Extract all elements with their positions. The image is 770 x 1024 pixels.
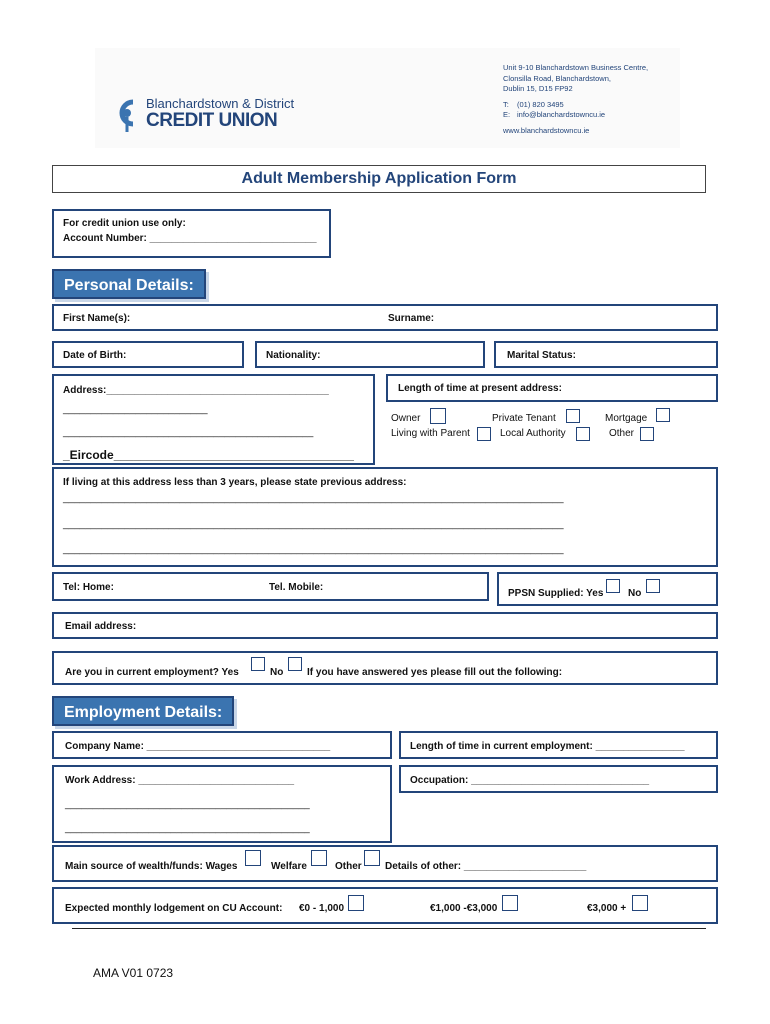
work-address-line-3: ____________________________________________: [65, 823, 310, 834]
employment-question: Are you in current employment? Yes: [65, 667, 239, 678]
other-wealth-checkbox[interactable]: [364, 850, 380, 866]
lodgement-option-2-label: €1,000 -€3,000: [430, 903, 498, 914]
employment-follow-text: If you have answered yes please fill out the following:: [307, 667, 563, 678]
wealth-other-label: Other: [335, 861, 362, 872]
owner-label: Owner: [391, 413, 421, 424]
work-address-box[interactable]: [52, 765, 392, 843]
surname-field[interactable]: Surname:: [388, 313, 435, 324]
length-at-address-box: [386, 374, 718, 402]
phone-row: [52, 572, 489, 601]
living-with-parent-label: Living with Parent: [391, 428, 470, 439]
lodgement-label: Expected monthly lodgement on CU Account:: [65, 903, 283, 914]
lodgement-option-2-checkbox[interactable]: [502, 895, 518, 911]
living-with-parent-checkbox[interactable]: [477, 427, 491, 441]
nationality-field[interactable]: [255, 341, 485, 368]
lodgement-option-1-label: €0 - 1,000: [299, 903, 345, 914]
page-title: Adult Membership Application Form: [241, 170, 517, 187]
personal-details-heading: Personal Details:: [52, 269, 206, 299]
dob-field[interactable]: [52, 341, 244, 368]
owner-checkbox[interactable]: [430, 408, 446, 424]
marital-status-field[interactable]: [494, 341, 718, 368]
office-use-label: For credit union use only:: [63, 218, 186, 229]
form-title-box: [52, 165, 706, 193]
ppsn-yes-checkbox[interactable]: [606, 579, 620, 593]
employment-length-field[interactable]: [399, 731, 718, 759]
previous-address-line-3: __________________________________________________________________________________________: [63, 544, 564, 555]
nationality-label: Nationality:: [266, 350, 321, 361]
email-value[interactable]: info@blanchardstowncu.ie: [517, 110, 606, 119]
email-field[interactable]: [52, 612, 718, 639]
company-name-field[interactable]: [52, 731, 392, 759]
logo-line2: CREDIT UNION: [146, 110, 278, 131]
address-line-3: _____________________________________________: [63, 427, 314, 438]
marital-status-label: Marital Status:: [507, 350, 576, 361]
first-names-field[interactable]: First Name(s):: [63, 313, 131, 324]
ppsn-yes-label: PPSN Supplied: Yes: [508, 588, 604, 599]
dob-label: Date of Birth:: [63, 350, 127, 361]
local-authority-label: Local Authority: [500, 428, 566, 439]
employment-no-label: No: [270, 667, 284, 678]
address-line3: Dublin 15, D15 FP92: [503, 84, 573, 93]
ppsn-no-checkbox[interactable]: [646, 579, 660, 593]
address-line2: Clonsilla Road, Blanchardstown,: [503, 73, 611, 83]
mortgage-checkbox[interactable]: [656, 408, 670, 422]
lodgement-option-1-checkbox[interactable]: [348, 895, 364, 911]
occupation-field[interactable]: [399, 765, 718, 793]
logo-line1: Blanchardstown & District: [146, 96, 295, 111]
wealth-wages-label: Main source of wealth/funds: Wages: [65, 861, 238, 872]
email-label: Email address:: [65, 621, 137, 632]
private-tenant-label: Private Tenant: [492, 413, 556, 424]
other-residence-label: Other: [609, 428, 635, 439]
company-name-label: Company Name: _________________________________: [65, 741, 331, 752]
lodgement-option-3-label: €3,000 +: [587, 903, 627, 914]
bottom-rule: [72, 928, 706, 929]
address-line-2: __________________________: [63, 404, 208, 415]
account-number-field[interactable]: Account Number: ______________________________: [63, 233, 317, 244]
name-row: [52, 304, 718, 331]
contact-block: [503, 63, 648, 136]
other-residence-checkbox[interactable]: [640, 427, 654, 441]
welfare-checkbox[interactable]: [311, 850, 327, 866]
email-label: E:: [503, 110, 511, 119]
occupation-label: Occupation: ________________________________: [410, 775, 650, 786]
previous-address-line-2: __________________________________________________________________________________________: [63, 519, 564, 530]
wages-checkbox[interactable]: [245, 850, 261, 866]
local-authority-checkbox[interactable]: [576, 427, 590, 441]
length-at-address-label: Length of time at present address:: [398, 383, 562, 394]
ppsn-no-label: No: [628, 588, 642, 599]
tel-label: T:: [503, 99, 509, 109]
lodgement-option-3-checkbox[interactable]: [632, 895, 648, 911]
lodgement-box: [52, 887, 718, 924]
logo: [113, 96, 313, 136]
previous-address-label: If living at this address less than 3 years, please state previous address:: [63, 477, 407, 488]
previous-address-box[interactable]: [52, 467, 718, 567]
address-label: Address:________________________________________: [63, 385, 329, 396]
work-address-label: Work Address: ____________________________: [65, 775, 295, 786]
wealth-source-box: [52, 845, 718, 882]
office-use-box: [52, 209, 331, 258]
address-line1: Unit 9-10 Blanchardstown Business Centre,: [503, 63, 649, 72]
website-link[interactable]: www.blanchardstowncu.ie: [503, 125, 590, 135]
previous-address-line-1: __________________________________________________________________________________________: [63, 493, 564, 504]
employment-details-heading: Employment Details:: [52, 696, 234, 726]
tel-home-field[interactable]: Tel: Home:: [63, 582, 114, 593]
mortgage-label: Mortgage: [605, 413, 648, 424]
tel-mobile-field[interactable]: Tel. Mobile:: [269, 582, 324, 593]
eircode-field[interactable]: _Eircode____________________________________: [63, 448, 354, 462]
work-address-line-2: ____________________________________________: [65, 799, 310, 810]
footer-version: AMA V01 0723: [93, 966, 174, 980]
employment-no-checkbox[interactable]: [288, 657, 302, 671]
employment-question-box: [52, 651, 718, 685]
employment-length-label: Length of time in current employment: ________________: [410, 741, 685, 752]
wealth-welfare-label: Welfare: [271, 861, 307, 872]
wealth-other-details[interactable]: Details of other: ______________________: [385, 861, 587, 872]
private-tenant-checkbox[interactable]: [566, 409, 580, 423]
credit-union-logo-icon: [113, 96, 141, 136]
employment-yes-checkbox[interactable]: [251, 657, 265, 671]
address-box[interactable]: [52, 374, 375, 465]
tel-value: (01) 820 3495: [517, 99, 564, 109]
